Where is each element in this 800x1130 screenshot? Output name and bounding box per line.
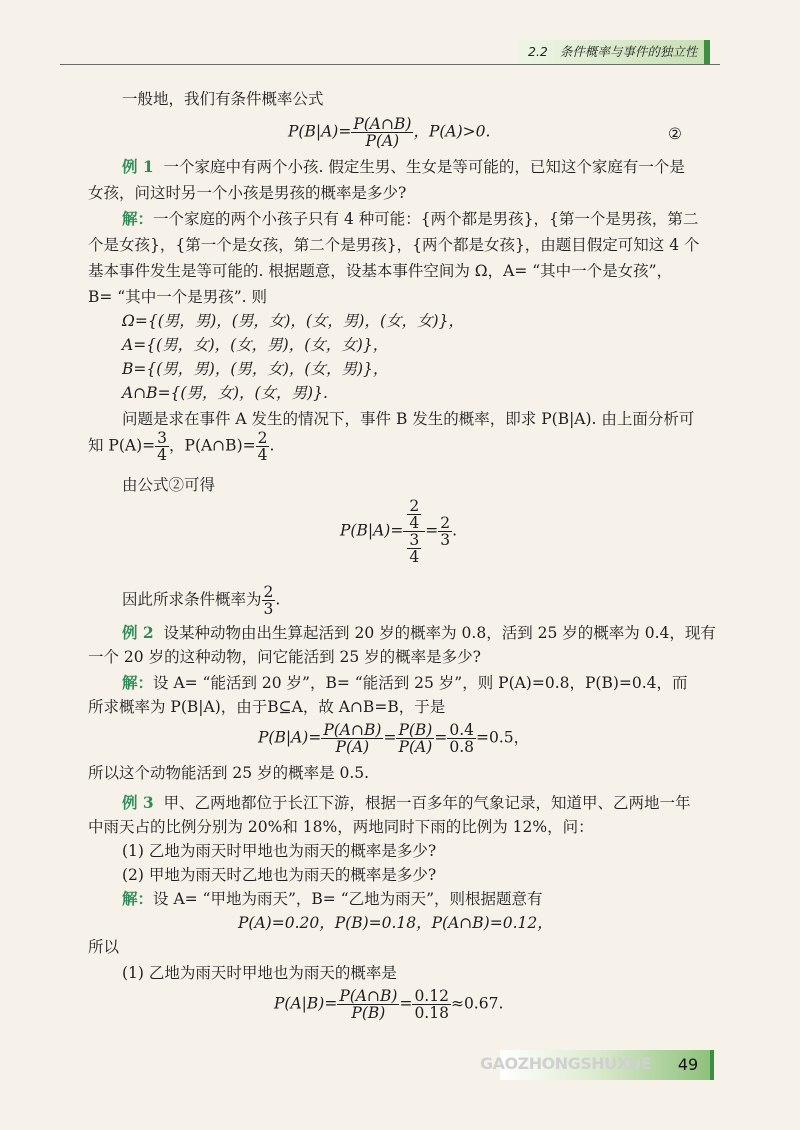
ex1-conclusion — [122, 584, 280, 617]
ex2-sol-label: 解： — [122, 673, 154, 692]
ex3-formula: P(A|B)= $\frac{P(A\cap B)}{P(B)}$ = $\frac{0.12}{0.18}$ ≈0.67. — [274, 987, 504, 1022]
ex1-question-line-1 — [122, 156, 685, 178]
ex1-concl-den: 3 — [263, 600, 274, 618]
ex1-big-inner-top — [407, 498, 421, 531]
ex3-s3: 所以 — [88, 938, 120, 956]
ex1-p2-end: . — [269, 436, 275, 455]
ex1-q2: 女孩，问这时另一个小孩是男孩的概率是多少? — [88, 184, 407, 202]
ex1-big-res-num: 2 — [440, 514, 451, 532]
page-number: 49 — [677, 1055, 699, 1074]
ex1-pa-fraction — [155, 430, 169, 463]
ex1-big-res-den: 3 — [440, 531, 451, 549]
ex2-f2-num: P(B) — [398, 721, 433, 739]
ex1-solution-line-1 — [122, 208, 698, 230]
formula-2-lhs: P(B|A)= — [288, 122, 352, 141]
ex2-f2 — [396, 722, 434, 755]
formula-2-cond: ，P(A)>0. — [413, 122, 491, 141]
ex1-big-inner-den2: 4 — [409, 548, 420, 566]
ex1-concl-pre: 因此所求条件概率为 — [122, 590, 262, 609]
ex1-pab-num: 2 — [257, 429, 268, 447]
ex1-label: 例 1 — [122, 157, 154, 176]
ex1-pab-fraction — [256, 430, 270, 463]
ex1-q1: 一个家庭中有两个小孩. 假定生男、生女是等可能的，已知这个家庭有一个是 — [163, 158, 685, 176]
ex1-p1: 问题是求在事件 A 发生的情况下，事件 B 发生的概率，即求 P(B|A). 由上面分析可 — [122, 410, 695, 428]
ex2-label: 例 2 — [122, 623, 154, 642]
ex1-s1: 一个家庭的两个小孩子只有 4 种可能：{两个都是男孩}，{第一个是男孩，第二 — [153, 210, 699, 228]
formula-2-label: ② — [668, 125, 682, 143]
ex3-q4: (2) 甲地为雨天时乙地也为雨天的概率是多少? — [122, 866, 437, 884]
ex1-set-omega: Ω={(男，男)，(男，女)，(女，男)，(女，女)}， — [122, 312, 464, 330]
ex2-f3-num: 0.4 — [449, 721, 475, 739]
ex1-big-eq: = — [425, 521, 439, 540]
ex1-pa-num: 3 — [157, 429, 168, 447]
ex3-s4: (1) 乙地为雨天时甲地也为雨天的概率是 — [122, 964, 397, 982]
ex1-big-numerator — [403, 498, 425, 532]
footer-watermark: GAOZHONGSHUXUE — [480, 1054, 652, 1073]
ex3-f2-den: 0.18 — [414, 1004, 449, 1022]
ex1-big-compound — [403, 498, 425, 565]
section-number: 2.2 — [528, 44, 548, 59]
ex3-f2-num: 0.12 — [414, 987, 449, 1005]
ex1-by-formula: 由公式②可得 — [122, 476, 216, 494]
section-header — [518, 40, 710, 64]
ex1-big-result — [438, 515, 452, 548]
ex2-question-line-1 — [122, 622, 716, 644]
ex1-pa-den: 4 — [157, 446, 168, 464]
ex3-label: 例 3 — [122, 793, 154, 812]
ex3-s2: P(A)=0.20，P(B)=0.18，P(A∩B)=0.12， — [238, 914, 553, 932]
ex3-solution-line-1 — [122, 888, 543, 910]
ex1-set-ab: A∩B={(男，女)，(女，男)}. — [122, 384, 328, 402]
ex3-sol-label: 解： — [122, 889, 154, 908]
ex1-s3: 基本事件发生是等可能的. 根据题意，设基本事件空间为 Ω，A= “其中一个是女孩”， — [88, 262, 673, 280]
ex2-f-end: =0.5， — [476, 728, 530, 747]
ex3-q1: 甲、乙两地都位于长江下游，根据一百多年的气象记录，知道甲、乙两地一年 — [163, 794, 691, 812]
ex3-question-line-1 — [122, 792, 691, 814]
ex2-f3-den: 0.8 — [449, 738, 475, 756]
ex2-solution-line-1 — [122, 672, 688, 694]
ex3-s1: 设 A= “甲地为雨天”，B= “乙地为雨天”，则根据题意有 — [153, 890, 543, 908]
ex1-p2 — [88, 430, 274, 463]
ex1-p2-pre: 知 P(A)= — [88, 436, 156, 455]
ex1-sol-label: 解： — [122, 209, 154, 228]
ex2-conclusion: 所以这个动物能活到 25 岁的概率是 0.5. — [88, 764, 370, 782]
ex3-f1-num: P(A∩B) — [339, 987, 398, 1005]
ex1-concl-end: . — [275, 590, 281, 609]
ex3-q2: 中雨天占的比例分别为 20%和 18%，两地同时下雨的比例为 12%，问： — [88, 818, 594, 836]
ex1-concl-num: 2 — [263, 583, 274, 601]
ex1-set-a: A={(男，女)，(女，男)，(女，女)}， — [122, 336, 389, 354]
ex2-formula: P(B|A)= $\frac{P(A\cap B)}{P(A)}$ = $\frac{P(B)}{P(A)}$ = $\frac{0.4}{0.8}$ =0.5， — [258, 721, 530, 756]
ex1-big-denominator — [403, 532, 425, 565]
ex2-f-lhs: P(B|A)= — [258, 728, 322, 747]
ex1-big-formula — [340, 498, 457, 565]
ex3-f1 — [337, 988, 399, 1021]
ex3-f-end: ≈0.67. — [450, 994, 504, 1013]
ex3-f2 — [412, 988, 451, 1021]
formula-2 — [288, 116, 490, 149]
ex1-p2-mid: ，P(A∩B)= — [169, 436, 256, 455]
ex2-s1: 设 A= “能活到 20 岁”，B= “能活到 25 岁”，则 P(A)=0.8，P(B)=0.4，而 — [153, 674, 688, 692]
ex2-f1 — [321, 722, 383, 755]
ex1-big-inner-bottom — [407, 532, 421, 565]
ex2-q2: 一个 20 岁的这种动物，问它能活到 25 岁的概率是多少? — [88, 648, 481, 666]
ex2-q1: 设某种动物由出生算起活到 20 岁的概率为 0.8，活到 25 岁的概率为 0.4，现有 — [163, 624, 716, 642]
ex3-f-lhs: P(A|B)= — [274, 994, 338, 1013]
formula-2-num: P(A∩B) — [353, 115, 412, 133]
ex1-set-b: B={(男，男)，(男，女)，(女，男)}， — [122, 360, 389, 378]
ex2-f2-den: P(A) — [398, 738, 433, 756]
ex1-big-end: . — [452, 521, 458, 540]
header-rule — [60, 64, 720, 65]
ex2-f1-den: P(A) — [335, 738, 370, 756]
ex1-big-inner-den: 4 — [409, 514, 420, 532]
footer-rule — [710, 1050, 714, 1080]
ex1-s4: B= “其中一个是男孩”. 则 — [88, 288, 268, 306]
ex1-big-inner-num: 2 — [409, 497, 420, 515]
ex1-big-lhs: P(B|A)= — [340, 521, 404, 540]
ex2-f3 — [447, 722, 476, 755]
intro-text: 一般地，我们有条件概率公式 — [122, 90, 324, 108]
section-title: 条件概率与事件的独立性 — [559, 44, 698, 59]
ex2-f1-num: P(A∩B) — [323, 721, 382, 739]
ex3-q3: (1) 乙地为雨天时甲地也为雨天的概率是多少? — [122, 842, 437, 860]
ex1-concl-fraction — [262, 584, 276, 617]
formula-2-fraction — [351, 116, 413, 149]
ex3-f1-den: P(B) — [351, 1004, 386, 1022]
formula-2-den: P(A) — [365, 132, 400, 150]
ex1-s2: 个是女孩}，{第一个是女孩，第二个是男孩}，{两个都是女孩}，由题目假定可知这 4 个 — [88, 236, 700, 254]
ex1-big-inner-num2: 3 — [409, 531, 420, 549]
ex1-pab-den: 4 — [257, 446, 268, 464]
ex2-s2: 所求概率为 P(B|A)，由于B⊆A，故 A∩B=B，于是 — [88, 698, 446, 716]
